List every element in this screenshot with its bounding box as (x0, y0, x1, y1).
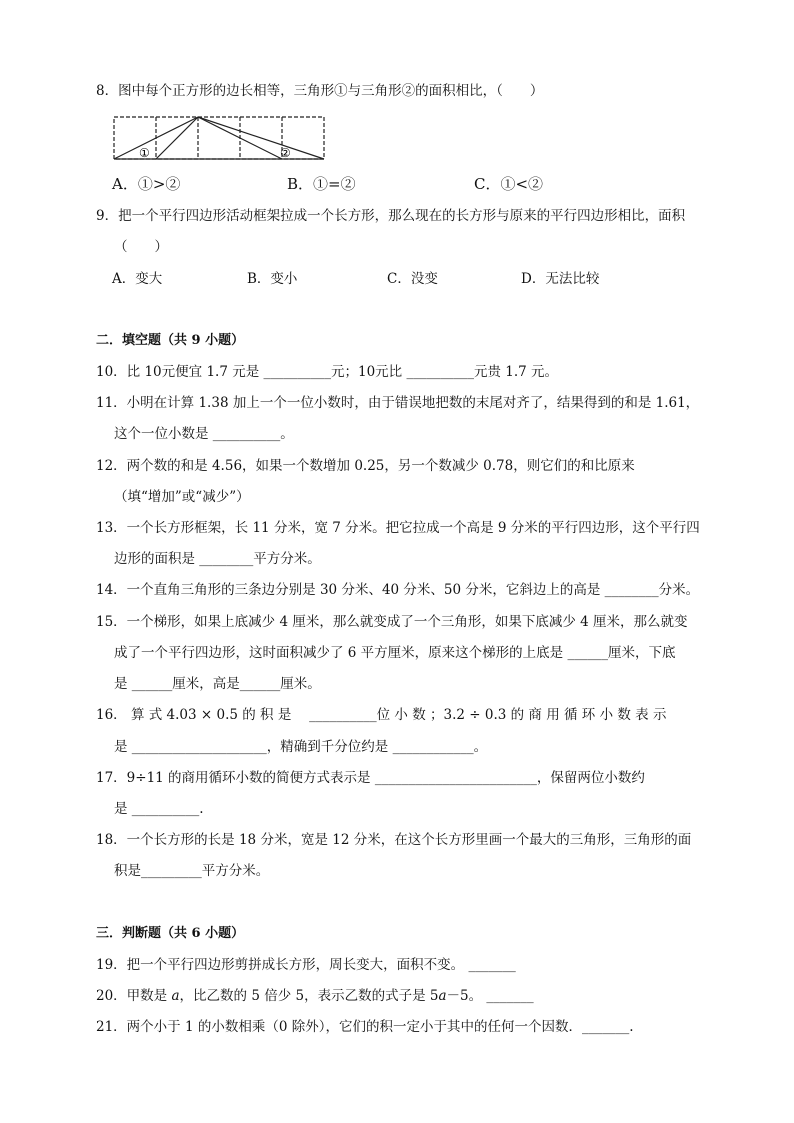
q8-option-a[interactable]: A．①>② (112, 175, 181, 193)
q19-line1: 19．把一个平行四边形剪拼成长方形，周长变大，面积不变。 _______ (96, 957, 516, 973)
q8-option-b[interactable]: B．①=② (287, 175, 356, 193)
q9-option-b[interactable]: B．变小 (247, 271, 298, 287)
q18-line2: 积是_________平方分米。 (114, 863, 270, 879)
q11-line2: 这个一位小数是 __________。 (114, 426, 294, 442)
q20-post: －5。 _______ (446, 988, 534, 1004)
q20-var-a-2: a (438, 988, 447, 1004)
q12-line1: 12．两个数的和是 4.56，如果一个数增加 0.25，另一个数减少 0.78，则它们的和比原来 (96, 458, 635, 474)
q13-line2: 边形的面积是 ________平方分米。 (114, 551, 321, 567)
q17-line1: 17．9÷11 的商用循环小数的简便方式表示是 ________________________，保留两位小数约 (96, 770, 645, 786)
q20-line1 (96, 986, 534, 1006)
q15-line3: 是 ______厘米，高是______厘米。 (114, 676, 321, 692)
q9-option-c[interactable]: C．没变 (387, 271, 438, 287)
q14-line1: 14．一个直角三角形的三条边分别是 30 分米、40 分米、50 分米，它斜边上的高是 ________分米。 (96, 582, 700, 598)
q15-line1: 15．一个梯形，如果上底减少 4 厘米，那么就变成了一个三角形，如果下底减少 4 厘米，那么就变 (96, 614, 688, 630)
q20-var-a: a (171, 988, 180, 1004)
q9-option-d[interactable]: D．无法比较 (521, 271, 600, 287)
q18-line1: 18．一个长方形的长是 18 分米，宽是 12 分米，在这个长方形里画一个最大的三角形，三角形的面 (96, 832, 692, 848)
q9-option-a[interactable]: A．变大 (112, 271, 163, 287)
q8-stem: 8．图中每个正方形的边长相等，三角形①与三角形②的面积相比，（ ） (96, 83, 544, 99)
triangle-1-label: ① (139, 146, 150, 160)
q21-line1: 21．两个小于 1 的小数相乘（0 除外），它们的积一定小于其中的任何一个因数．_______. (96, 1019, 634, 1035)
triangle-2-label: ② (280, 146, 291, 160)
q10-line1: 10．比 10元便宜 1.7 元是 __________元；10元比 __________元贵 1.7 元。 (96, 364, 559, 380)
q13-line1: 13．一个长方形框架，长 11 分米，宽 7 分米。把它拉成一个高是 9 分米的平行四边形，这个平行四 (96, 520, 700, 536)
q11-line1: 11．小明在计算 1.38 加上一个一位小数时，由于错误地把数的末尾对齐了，结果得到的和是 1.61， (96, 395, 700, 411)
q12-line2: （填“增加”或“减少”） (114, 489, 250, 505)
q15-line2: 成了一个平行四边形，这时面积减少了 6 平方厘米，原来这个梯形的上底是 ______厘米，下底 (114, 645, 676, 661)
triangle-2 (198, 117, 324, 159)
q20-pre: 20．甲数是 (96, 988, 172, 1004)
q16-line1: 16． 算 式 4.03 × 0.5 的 积 是 __________位 小 数 ；3.2 ÷ 0.3 的 商 用 循 环 小 数 表 示 (96, 707, 667, 723)
q20-mid: ，比乙数的 5 倍少 5，表示乙数的式子是 5 (179, 988, 439, 1004)
q16-line2: 是 ____________________，精确到千分位约是 ____________。 (114, 739, 488, 755)
q17-line2: 是 __________. (114, 801, 204, 817)
section-judgement-title: 三．判断题（共 6 小题） (96, 926, 245, 941)
q9-stem-line2: （ ） (114, 239, 168, 255)
section-fill-blank-title: 二．填空题（共 9 小题） (96, 333, 245, 348)
q8-option-c[interactable]: C．①<② (474, 175, 544, 193)
q8-figure (112, 115, 328, 163)
q9-stem-line1: 9．把一个平行四边形活动框架拉成一个长方形，那么现在的长方形与原来的平行四边形相比，面积 (96, 208, 686, 224)
